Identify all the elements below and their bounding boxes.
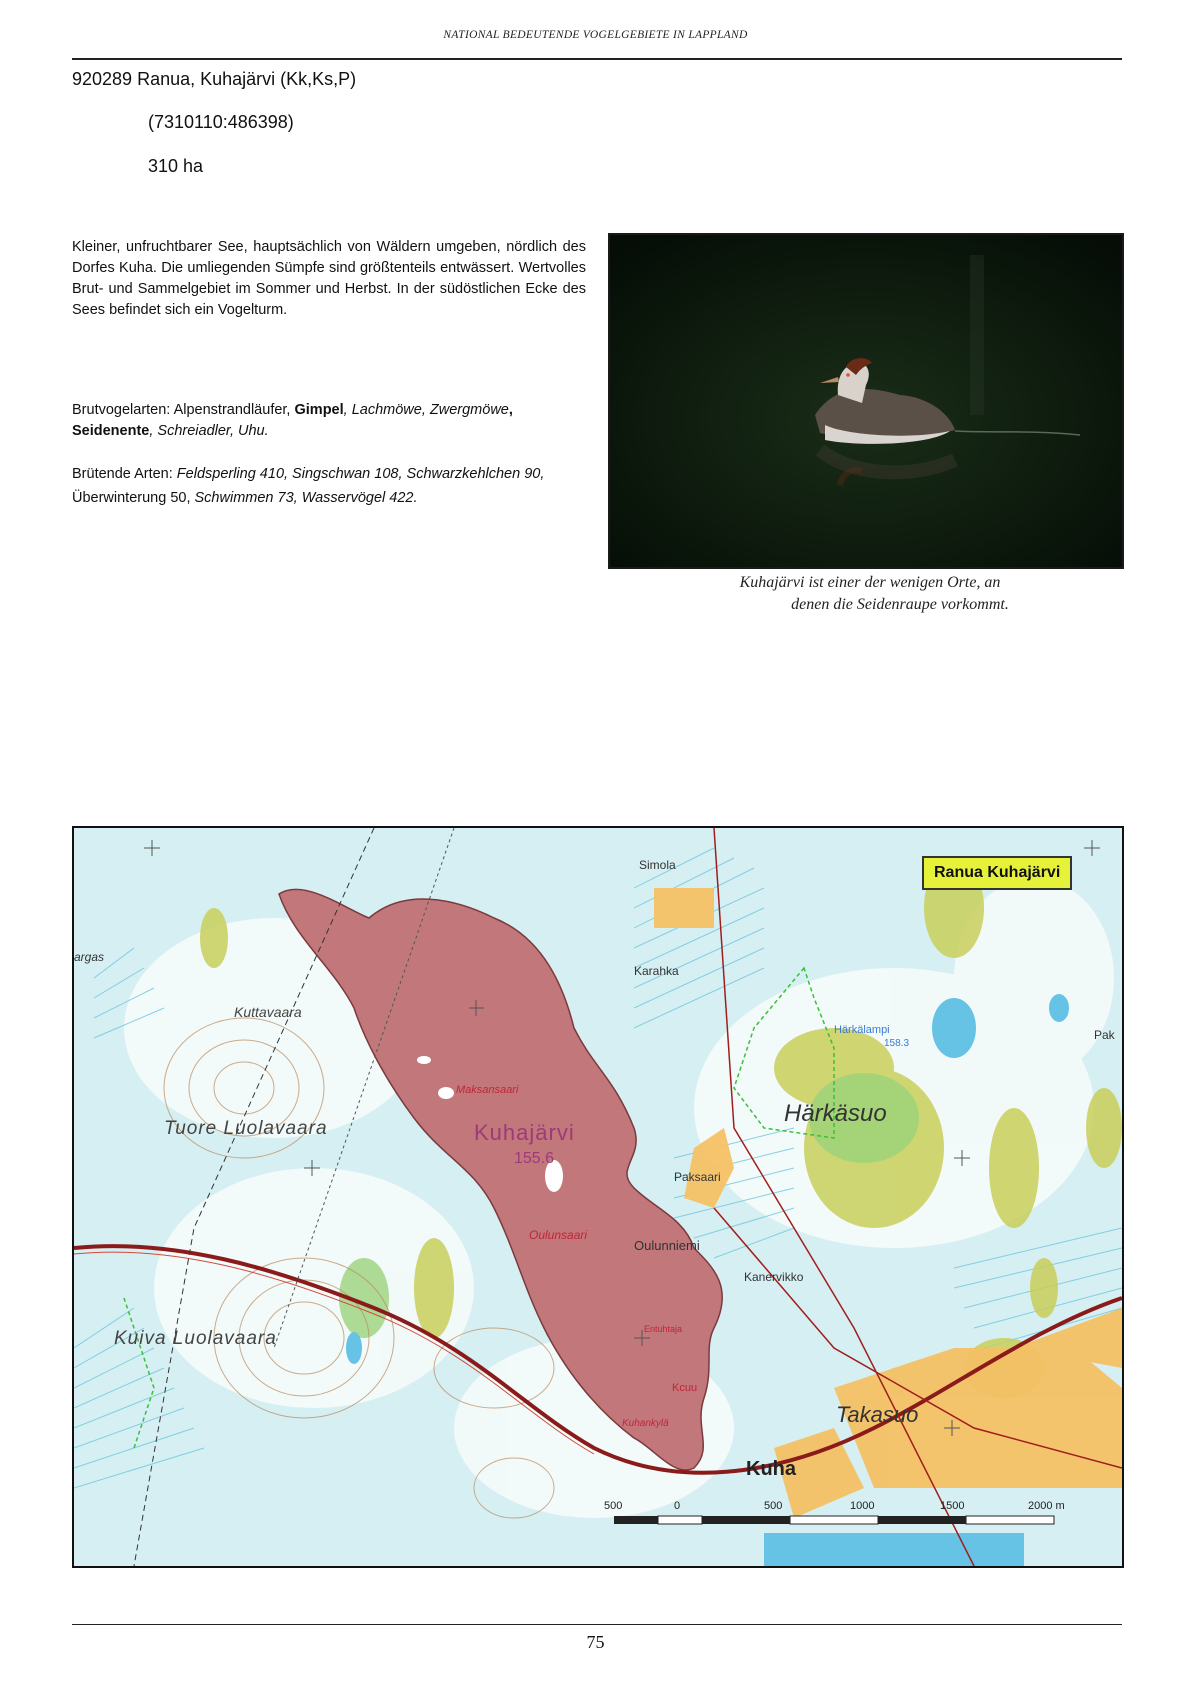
map-label-oulunniemi: Oulunniemi	[634, 1238, 700, 1253]
breeding2-part3: Schwimmen 73, Wasservögel 422.	[194, 490, 418, 506]
map-label-tuore: Tuore Luolavaara	[164, 1118, 328, 1139]
top-rule	[72, 58, 1122, 60]
breeding2-part1: Feldsperling 410, Singschwan 108, Schwarzkehlchen 90,	[176, 466, 545, 482]
map-label-pak: Pak	[1094, 1028, 1115, 1042]
breeding-sp1: Alpenstrandläufer,	[173, 402, 291, 418]
map-label-kuiva: Kuiva Luolavaara	[114, 1328, 277, 1349]
map-label-maksansaari: Maksansaari	[456, 1084, 519, 1096]
scale-tick-5: 2000 m	[1028, 1500, 1065, 1512]
map-label-lake-num: 155.6	[514, 1150, 555, 1167]
map-label-kuha: Kuha	[746, 1458, 796, 1480]
map-label-harkalampi-num: 158.3	[884, 1038, 910, 1049]
breeding-sp3: , Lachmöwe, Zwergmöwe	[343, 402, 509, 418]
breeding-species	[72, 400, 592, 442]
map-label-harkalampi: Härkälampi	[834, 1024, 890, 1036]
map-label-simola: Simola	[639, 858, 676, 872]
scale-tick-0: 500	[604, 1500, 623, 1512]
map-label-argas: argas	[74, 950, 105, 964]
map-label-oulunsaari: Oulunsaari	[529, 1228, 588, 1242]
caption-line-2: denen die Seidenraupe vorkommt.	[791, 596, 1009, 613]
scale-tick-3: 1000	[850, 1500, 875, 1512]
breeding-sp5: Seidenente	[72, 423, 150, 439]
map-label-takasuo: Takasuo	[836, 1402, 919, 1427]
running-head: NATIONAL BEDEUTENDE VOGELGEBIETE IN LAPPLAND	[443, 29, 748, 41]
map-label-kuhankyla: Kuhankylä	[622, 1418, 669, 1429]
site-map	[72, 826, 1124, 1568]
breeding-sp2: Gimpel	[294, 402, 344, 418]
breeding-sp4: ,	[508, 402, 513, 418]
breeding2-part2: Überwinterung 50,	[72, 490, 195, 506]
map-label-kuu: Kcuu	[672, 1382, 698, 1394]
site-description: Kleiner, unfruchtbarer See, hauptsächlich von Wäldern umgeben, nördlich des Dorfes Kuha. Die umliegenden Sümpfe sind größtenteils entwässert. Wertvolles Brut- und Sammelgebiet im Sommer und Herbst. In der südöstlichen Ecke des Sees befindet sich ein Vogelturm.	[72, 239, 586, 318]
caption-line-1: Kuhajärvi ist einer der wenigen Orte, an	[739, 574, 1001, 591]
map-label-karahka: Karahka	[634, 964, 679, 978]
page-number: 75	[586, 1632, 605, 1652]
breeding-counts	[72, 462, 592, 510]
breeding2-label: Brütende Arten:	[72, 466, 177, 482]
map-label-paksaari: Paksaari	[674, 1170, 721, 1184]
map-label-kanervikko: Kanervikko	[744, 1270, 804, 1284]
map-label-ent: Entuhtaja	[644, 1324, 683, 1334]
photo-caption	[640, 572, 1100, 616]
site-code-title: 920289 Ranua, Kuhajärvi (Kk,Ks,P)	[72, 69, 357, 89]
breeding-sp6: , Schreiadler, Uhu.	[149, 423, 269, 439]
scale-tick-1: 0	[674, 1500, 681, 1512]
breeding-label: Brutvogelarten:	[72, 402, 174, 418]
site-area: 310 ha	[148, 156, 204, 176]
bottom-rule	[72, 1624, 1122, 1625]
scale-tick-4: 1500	[940, 1500, 965, 1512]
site-coordinates: (7310110:486398)	[148, 112, 294, 132]
bird-photo	[608, 233, 1124, 569]
map-label-harkasuo: Härkäsuo	[784, 1100, 887, 1127]
map-label-kuttavaara: Kuttavaara	[234, 1004, 302, 1020]
map-title: Ranua Kuhajärvi	[922, 856, 1072, 890]
map-label-lake-name: Kuhajärvi	[474, 1120, 575, 1145]
scale-tick-2: 500	[764, 1500, 783, 1512]
